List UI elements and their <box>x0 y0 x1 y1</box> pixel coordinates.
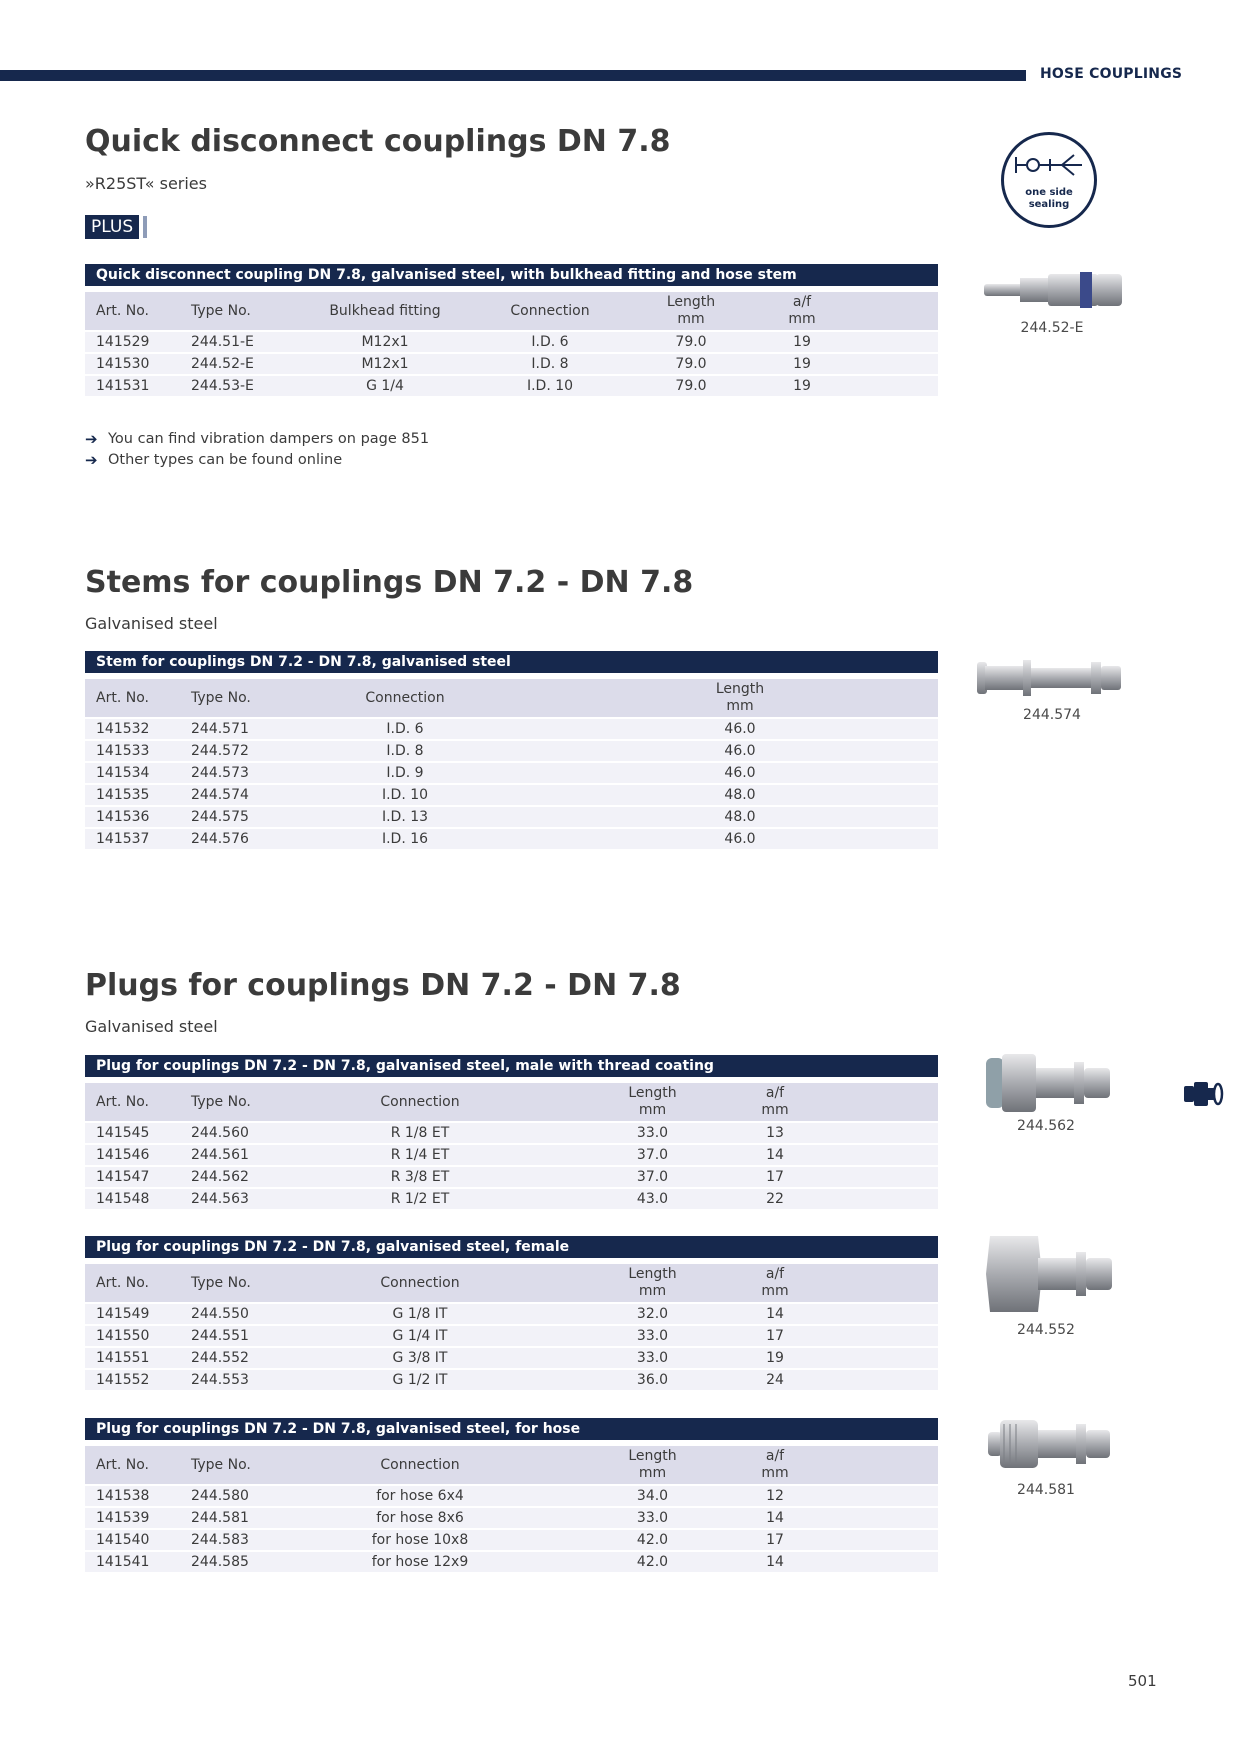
one-side-sealing-icon <box>1001 132 1097 228</box>
table-cell <box>500 741 640 761</box>
notes <box>85 428 429 470</box>
table-row <box>85 763 938 783</box>
table-cell: 141541 <box>85 1552 180 1572</box>
table-cell <box>500 763 640 783</box>
table-cell: 79.0 <box>640 354 742 374</box>
table-cell: I.D. 10 <box>460 376 640 396</box>
table-cell: 33.0 <box>590 1326 715 1346</box>
table-cell <box>530 1123 590 1143</box>
table-row <box>85 741 938 761</box>
table-cell: 12 <box>715 1486 835 1506</box>
table-cell: M12x1 <box>310 332 460 352</box>
col-bulkhead: Bulkhead fitting <box>310 292 460 330</box>
col-connection: Connection <box>460 292 640 330</box>
table-cell: 141546 <box>85 1145 180 1165</box>
plug-male-table <box>85 1055 938 1211</box>
section1-subtitle: »R25ST« series <box>85 174 207 193</box>
section2-title: Stems for couplings DN 7.2 - DN 7.8 <box>85 565 694 600</box>
table-cell: R 1/4 ET <box>310 1145 530 1165</box>
table-row <box>85 354 938 374</box>
table-cell: 33.0 <box>590 1508 715 1528</box>
table-row <box>85 829 938 849</box>
table-header-cell <box>840 679 938 717</box>
table-cell: G 3/8 IT <box>310 1348 530 1368</box>
table-cell: 33.0 <box>590 1123 715 1143</box>
table-cell <box>862 376 938 396</box>
table-cell: 244.51-E <box>180 332 310 352</box>
table-cell <box>835 1123 938 1143</box>
plug-male-product-image <box>982 1050 1117 1120</box>
section1-title: Quick disconnect couplings DN 7.8 <box>85 124 671 159</box>
arrow-right-icon: ➔ <box>85 429 98 448</box>
table-header-cell: a/f mm <box>715 1083 835 1121</box>
table-row <box>85 332 938 352</box>
table-cell: 19 <box>715 1348 835 1368</box>
table-cell: 244.572 <box>180 741 310 761</box>
table-cell: 14 <box>715 1508 835 1528</box>
table-header-row <box>85 1264 938 1302</box>
table-cell: I.D. 10 <box>310 785 500 805</box>
table-cell: 244.580 <box>180 1486 310 1506</box>
table-cell: 14 <box>715 1145 835 1165</box>
table-cell: 42.0 <box>590 1552 715 1572</box>
table-header-cell: Art. No. <box>85 1264 180 1302</box>
header-bar <box>0 70 1026 81</box>
table-cell: 141529 <box>85 332 180 352</box>
col-type-no: Type No. <box>180 679 310 717</box>
table-cell <box>530 1552 590 1572</box>
section-tag: HOSE COUPLINGS <box>1040 66 1183 82</box>
stem-table <box>85 651 938 851</box>
col-connection: Connection <box>310 679 500 717</box>
table-header-cell <box>862 292 938 330</box>
table-cell: 244.576 <box>180 829 310 849</box>
table-cell <box>840 807 938 827</box>
table-cell <box>840 741 938 761</box>
table-cell <box>835 1552 938 1572</box>
table-cell: 141536 <box>85 807 180 827</box>
table-cell: 14 <box>715 1552 835 1572</box>
table-cell: 33.0 <box>590 1348 715 1368</box>
table-cell <box>835 1370 938 1390</box>
table-cell <box>530 1486 590 1506</box>
table-cell: 141550 <box>85 1326 180 1346</box>
table-cell: 17 <box>715 1326 835 1346</box>
note-item: ➔ You can find vibration dampers on page 851 <box>85 429 430 448</box>
table-cell <box>530 1189 590 1209</box>
table-cell: 79.0 <box>640 376 742 396</box>
table-cell: 244.551 <box>180 1326 310 1346</box>
plug-female-table-caption: Plug for couplings DN 7.2 - DN 7.8, galvanised steel, female <box>85 1236 938 1258</box>
table-cell <box>840 719 938 739</box>
table-header-cell: Length mm <box>590 1264 715 1302</box>
table-row <box>85 719 938 739</box>
table-cell: R 1/8 ET <box>310 1123 530 1143</box>
section2-subtitle: Galvanised steel <box>85 614 218 633</box>
table-header-cell: Type No. <box>180 1083 310 1121</box>
table-cell: for hose 6x4 <box>310 1486 530 1506</box>
table-cell: 17 <box>715 1530 835 1550</box>
table-cell <box>835 1326 938 1346</box>
plug-male-product-label: 244.562 <box>1017 1118 1075 1134</box>
badge-line2: sealing <box>1028 199 1070 210</box>
table-cell: 34.0 <box>590 1486 715 1506</box>
table-cell: 48.0 <box>640 807 840 827</box>
table-cell: I.D. 9 <box>310 763 500 783</box>
table-cell <box>530 1326 590 1346</box>
table-cell: I.D. 13 <box>310 807 500 827</box>
table-row <box>85 1167 938 1187</box>
table-cell <box>530 1530 590 1550</box>
table-cell: 244.575 <box>180 807 310 827</box>
table-header-row <box>85 1083 938 1121</box>
table-header-cell <box>835 1264 938 1302</box>
table-row <box>85 785 938 805</box>
plug-hose-table-caption: Plug for couplings DN 7.2 - DN 7.8, galvanised steel, for hose <box>85 1418 938 1440</box>
stem-product-image <box>975 656 1127 704</box>
table-row <box>85 1304 938 1324</box>
plug-female-table <box>85 1236 938 1392</box>
table-row <box>85 1530 938 1550</box>
table-cell: 244.53-E <box>180 376 310 396</box>
table-cell: 244.553 <box>180 1370 310 1390</box>
col-length: Length mm <box>640 679 840 717</box>
table-row <box>85 1326 938 1346</box>
table-cell: 141549 <box>85 1304 180 1324</box>
section3-title: Plugs for couplings DN 7.2 - DN 7.8 <box>85 968 681 1003</box>
table-cell: 244.585 <box>180 1552 310 1572</box>
coupling-product-image <box>980 268 1130 316</box>
table-cell: 244.574 <box>180 785 310 805</box>
table-cell <box>862 332 938 352</box>
table-cell: 24 <box>715 1370 835 1390</box>
table-header-row <box>85 1446 938 1484</box>
table-cell: 244.583 <box>180 1530 310 1550</box>
table-cell: 42.0 <box>590 1530 715 1550</box>
table-cell: 141547 <box>85 1167 180 1187</box>
table-cell <box>835 1145 938 1165</box>
stem-table-caption: Stem for couplings DN 7.2 - DN 7.8, galvanised steel <box>85 651 938 673</box>
table-cell: 141545 <box>85 1123 180 1143</box>
table-cell <box>840 785 938 805</box>
table-cell: 46.0 <box>640 719 840 739</box>
table-row <box>85 1552 938 1572</box>
table-cell: 141535 <box>85 785 180 805</box>
table-header-cell <box>530 1083 590 1121</box>
table-cell: I.D. 8 <box>310 741 500 761</box>
plug-hose-table <box>85 1418 938 1574</box>
table-cell: I.D. 6 <box>310 719 500 739</box>
table-cell: R 1/2 ET <box>310 1189 530 1209</box>
table-cell: 141538 <box>85 1486 180 1506</box>
col-type-no: Type No. <box>180 292 310 330</box>
badge-line1: one side <box>1025 187 1073 198</box>
table-cell: 46.0 <box>640 829 840 849</box>
table-header-row <box>85 292 938 330</box>
table-cell: for hose 12x9 <box>310 1552 530 1572</box>
table-cell <box>530 1348 590 1368</box>
table-cell: 79.0 <box>640 332 742 352</box>
table-cell <box>835 1348 938 1368</box>
table-header-cell: Type No. <box>180 1264 310 1302</box>
table-cell <box>840 829 938 849</box>
table-cell: for hose 10x8 <box>310 1530 530 1550</box>
table-cell: I.D. 8 <box>460 354 640 374</box>
table-cell: I.D. 6 <box>460 332 640 352</box>
table-header-cell: Art. No. <box>85 1083 180 1121</box>
table-cell <box>862 354 938 374</box>
table-cell: 14 <box>715 1304 835 1324</box>
table-cell: 37.0 <box>590 1145 715 1165</box>
table-row <box>85 376 938 396</box>
table-row <box>85 1486 938 1506</box>
table-cell <box>835 1486 938 1506</box>
table-cell <box>835 1530 938 1550</box>
table-cell: 244.581 <box>180 1508 310 1528</box>
plus-badge-label: PLUS <box>85 215 139 239</box>
table-header-cell <box>500 679 640 717</box>
table-header-cell <box>530 1446 590 1484</box>
table-cell <box>835 1304 938 1324</box>
col-af: a/f mm <box>742 292 862 330</box>
table-cell: for hose 8x6 <box>310 1508 530 1528</box>
table-header-cell <box>835 1446 938 1484</box>
table-row <box>85 1508 938 1528</box>
table-header-cell: Length mm <box>590 1446 715 1484</box>
table-cell: 37.0 <box>590 1167 715 1187</box>
table-header-cell: Type No. <box>180 1446 310 1484</box>
table-row <box>85 1370 938 1390</box>
table-row <box>85 807 938 827</box>
table-cell: 244.552 <box>180 1348 310 1368</box>
table-cell: G 1/2 IT <box>310 1370 530 1390</box>
table-header-cell: a/f mm <box>715 1264 835 1302</box>
table-header-cell: Length mm <box>590 1083 715 1121</box>
table-cell: 19 <box>742 376 862 396</box>
table-row <box>85 1348 938 1368</box>
plus-badge-bar <box>143 216 147 238</box>
table-header-cell: a/f mm <box>715 1446 835 1484</box>
plug-hose-product-image <box>984 1414 1116 1478</box>
table-cell <box>500 807 640 827</box>
plug-male-table-caption: Plug for couplings DN 7.2 - DN 7.8, galvanised steel, male with thread coating <box>85 1055 938 1077</box>
table-cell: 46.0 <box>640 763 840 783</box>
table-cell: R 3/8 ET <box>310 1167 530 1187</box>
table-cell: 17 <box>715 1167 835 1187</box>
table-row <box>85 1189 938 1209</box>
table-cell: 48.0 <box>640 785 840 805</box>
table-cell <box>840 763 938 783</box>
table-cell: G 1/4 IT <box>310 1326 530 1346</box>
table-cell <box>530 1508 590 1528</box>
table-cell: 244.562 <box>180 1167 310 1187</box>
table-cell <box>530 1167 590 1187</box>
table-row <box>85 1145 938 1165</box>
plug-female-product-image <box>982 1232 1117 1320</box>
table-cell: 32.0 <box>590 1304 715 1324</box>
table-header-row <box>85 679 938 717</box>
table-cell <box>835 1508 938 1528</box>
arrow-right-icon: ➔ <box>85 450 98 469</box>
table-cell <box>835 1167 938 1187</box>
table-cell <box>530 1145 590 1165</box>
table-cell: 244.563 <box>180 1189 310 1209</box>
table-header-cell: Connection <box>310 1446 530 1484</box>
col-length: Length mm <box>640 292 742 330</box>
table-cell: 141532 <box>85 719 180 739</box>
table-cell <box>500 829 640 849</box>
table-cell <box>530 1304 590 1324</box>
table-cell: 19 <box>742 332 862 352</box>
table-cell: 244.560 <box>180 1123 310 1143</box>
table-cell: 22 <box>715 1189 835 1209</box>
table-cell: 244.573 <box>180 763 310 783</box>
table-cell: 36.0 <box>590 1370 715 1390</box>
table-cell: 141551 <box>85 1348 180 1368</box>
table-cell: 141531 <box>85 376 180 396</box>
coupling-tab-icon <box>1182 1080 1224 1112</box>
table-cell <box>500 719 640 739</box>
table-cell <box>530 1370 590 1390</box>
table-cell: I.D. 16 <box>310 829 500 849</box>
coupling-table <box>85 264 938 398</box>
table-header-cell: Connection <box>310 1264 530 1302</box>
table-cell: 19 <box>742 354 862 374</box>
table-cell: 141533 <box>85 741 180 761</box>
table-cell: G 1/4 <box>310 376 460 396</box>
table-cell <box>835 1189 938 1209</box>
table-cell: 141537 <box>85 829 180 849</box>
page-number: 501 <box>1128 1672 1157 1690</box>
table-cell: 244.561 <box>180 1145 310 1165</box>
section3-subtitle: Galvanised steel <box>85 1017 218 1036</box>
table-cell: 13 <box>715 1123 835 1143</box>
table-row <box>85 1123 938 1143</box>
col-art-no: Art. No. <box>85 679 180 717</box>
table-cell: 244.571 <box>180 719 310 739</box>
table-header-cell: Connection <box>310 1083 530 1121</box>
stem-product-label: 244.574 <box>1023 707 1081 723</box>
note-item: ➔ Other types can be found online <box>85 450 343 469</box>
table-cell: G 1/8 IT <box>310 1304 530 1324</box>
table-cell: 141548 <box>85 1189 180 1209</box>
plus-badge <box>85 215 147 239</box>
table-cell: 244.52-E <box>180 354 310 374</box>
sealing-symbol-icon <box>1004 135 1094 185</box>
table-header-cell <box>530 1264 590 1302</box>
coupling-product-label: 244.52-E <box>1020 320 1084 336</box>
coupling-table-caption: Quick disconnect coupling DN 7.8, galvanised steel, with bulkhead fitting and hose stem <box>85 264 938 286</box>
plug-hose-product-label: 244.581 <box>1017 1482 1075 1498</box>
table-cell: 141539 <box>85 1508 180 1528</box>
table-cell: 141530 <box>85 354 180 374</box>
table-cell: 141534 <box>85 763 180 783</box>
table-cell <box>500 785 640 805</box>
col-art-no: Art. No. <box>85 292 180 330</box>
table-cell: 244.550 <box>180 1304 310 1324</box>
table-header-cell: Art. No. <box>85 1446 180 1484</box>
table-cell: 43.0 <box>590 1189 715 1209</box>
table-cell: 46.0 <box>640 741 840 761</box>
table-cell: 141552 <box>85 1370 180 1390</box>
plug-female-product-label: 244.552 <box>1017 1322 1075 1338</box>
table-cell: M12x1 <box>310 354 460 374</box>
table-cell: 141540 <box>85 1530 180 1550</box>
table-header-cell <box>835 1083 938 1121</box>
